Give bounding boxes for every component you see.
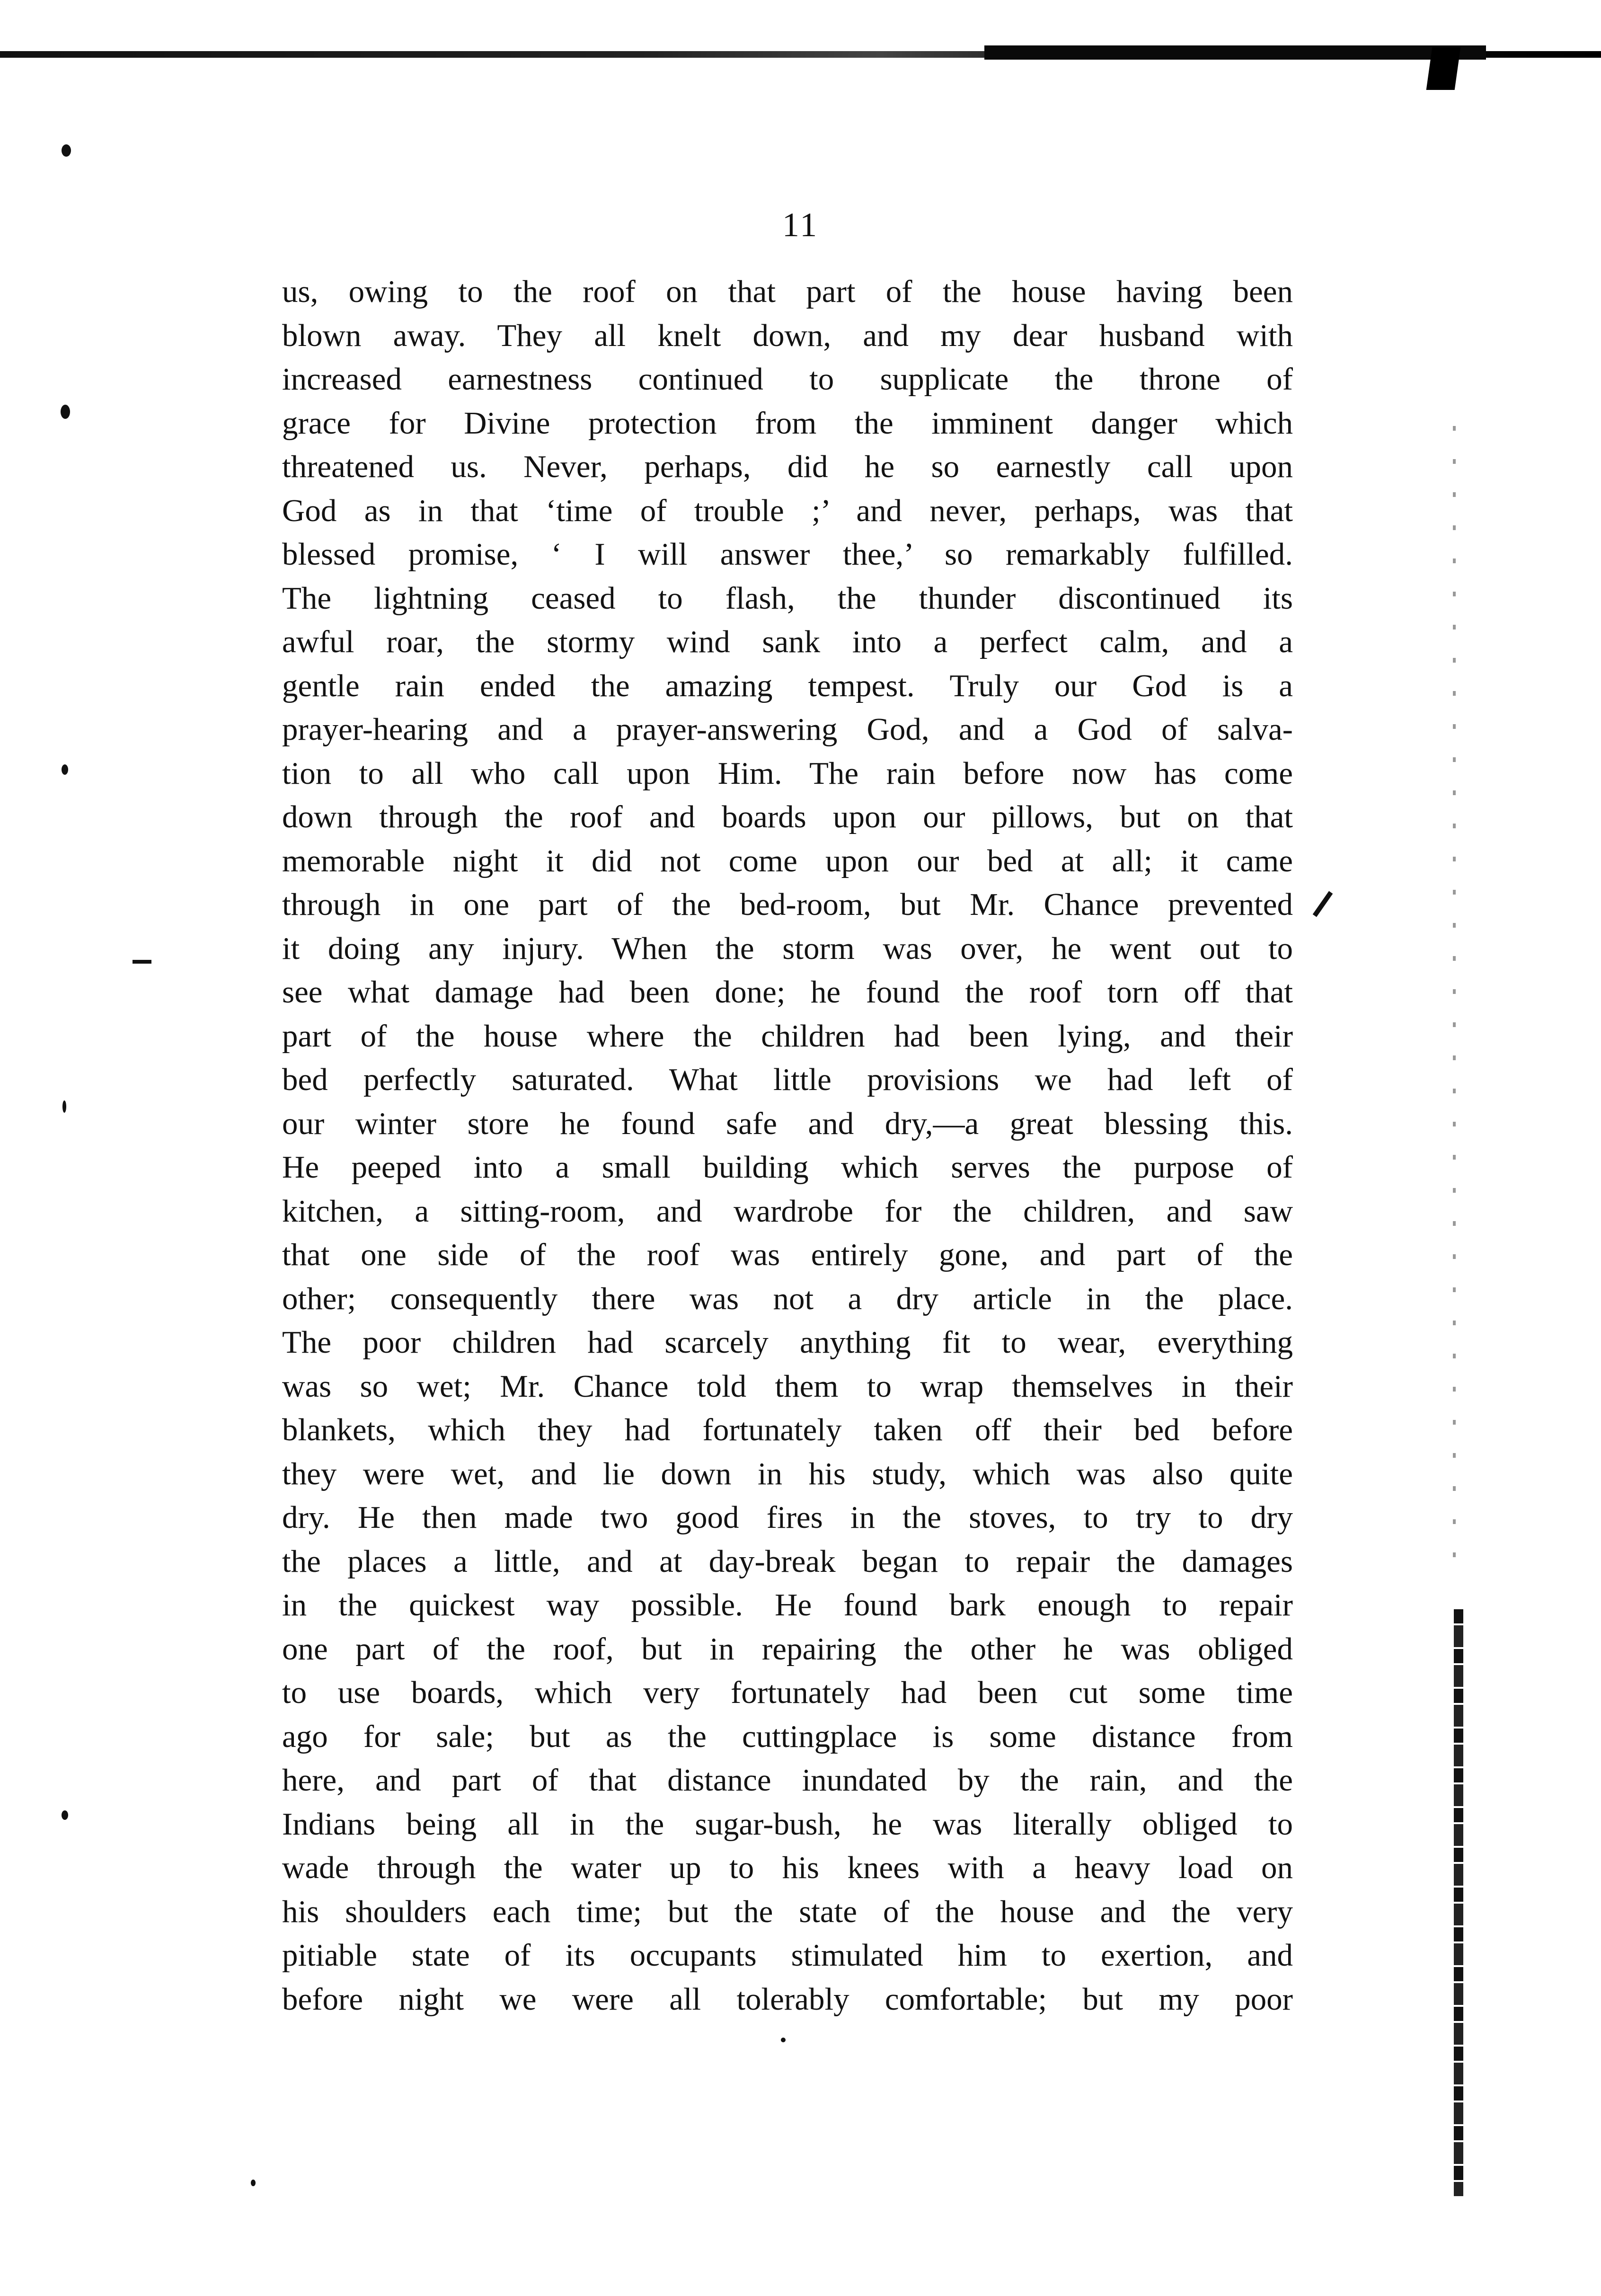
scan-right-edge-ticks — [1453, 426, 1456, 1586]
text-line: threatened us. Never, perhaps, did he so earnestly call upon — [282, 449, 1293, 484]
text-line: here, and part of that distance inundated by the rain, and the — [282, 1763, 1293, 1798]
text-line: ago for sale; but as the cuttingplace is some distance from — [282, 1719, 1293, 1754]
text-line: He peeped into a small building which serves the purpose of — [282, 1150, 1293, 1185]
text-line: that one side of the roof was entirely gone, and part of the — [282, 1237, 1293, 1272]
text-line: blessed promise, ‘ I will answer thee,’ so remarkably fulfilled. — [282, 537, 1293, 572]
scan-speck — [62, 1100, 66, 1113]
text-line: one part of the roof, but in repairing the other he was obliged — [282, 1631, 1293, 1667]
text-line: the places a little, and at day-break began to repair the damages — [282, 1543, 1293, 1579]
body-text — [282, 270, 1293, 2021]
text-line: God as in that ‘time of trouble ;’ and never, perhaps, was that — [282, 493, 1293, 528]
text-line: was so wet; Mr. Chance told them to wrap themselves in their — [282, 1368, 1293, 1404]
text-line: gentle rain ended the amazing tempest. Truly our God is a — [282, 668, 1293, 703]
text-line: bed perfectly saturated. What little provisions we had left of — [282, 1062, 1293, 1097]
text-line: down through the roof and boards upon our pillows, but on that — [282, 799, 1293, 834]
text-line: they were wet, and lie down in his study, which was also quite — [282, 1456, 1293, 1491]
text-line: it doing any injury. When the storm was over, he went out to — [282, 931, 1293, 966]
text-line: dry. He then made two good fires in the stoves, to try to dry — [282, 1500, 1293, 1535]
scan-speck — [61, 405, 70, 419]
text-line: through in one part of the bed-room, but Mr. Chance prevented — [282, 887, 1293, 922]
scan-top-rule-end — [1426, 47, 1461, 90]
text-line: increased earnestness continued to supplicate the throne of — [282, 362, 1293, 397]
text-line: in the quickest way possible. He found bark enough to repair — [282, 1587, 1293, 1622]
scan-speck — [62, 764, 68, 775]
text-line: our winter store he found safe and dry,—a great blessing this. — [282, 1106, 1293, 1141]
text-line: part of the house where the children had been lying, and their — [282, 1018, 1293, 1054]
text-line: The poor children had scarcely anything fit to wear, everything — [282, 1325, 1293, 1360]
scan-speck — [62, 144, 71, 157]
text-line: Indians being all in the sugar-bush, he was literally obliged to — [282, 1806, 1293, 1842]
text-line: pitiable state of its occupants stimulated him to exertion, and — [282, 1938, 1293, 1973]
scan-pen-mark — [1313, 891, 1333, 917]
text-line: before night we were all tolerably comfortable; but my poor — [282, 1981, 1293, 2017]
text-line: prayer-hearing and a prayer-answering God, and a God of salva- — [282, 712, 1293, 747]
text-line: tion to all who call upon Him. The rain before now has come — [282, 755, 1293, 791]
text-line: us, owing to the roof on that part of the house having been — [282, 274, 1293, 309]
scan-dash-mark — [133, 960, 151, 964]
scan-speck — [62, 1810, 68, 1820]
scan-right-edge-binding — [1454, 1609, 1463, 2196]
text-line: other; consequently there was not a dry article in the place. — [282, 1281, 1293, 1316]
scan-speck — [781, 2038, 786, 2042]
text-line: blown away. They all knelt down, and my dear husband with — [282, 318, 1293, 353]
scan-speck — [251, 2180, 256, 2186]
text-line: blankets, which they had fortunately taken off their bed before — [282, 1412, 1293, 1447]
scan-top-rule-heavy — [984, 45, 1486, 60]
text-line: see what damage had been done; he found the roof torn off that — [282, 975, 1293, 1010]
text-line: his shoulders each time; but the state of the house and the very — [282, 1894, 1293, 1929]
text-line: to use boards, which very fortunately had been cut some time — [282, 1675, 1293, 1710]
text-line: grace for Divine protection from the imminent danger which — [282, 405, 1293, 441]
text-line: wade through the water up to his knees with a heavy load on — [282, 1850, 1293, 1885]
text-line: awful roar, the stormy wind sank into a perfect calm, and a — [282, 624, 1293, 659]
text-line: The lightning ceased to flash, the thunder discontinued its — [282, 580, 1293, 616]
text-line: memorable night it did not come upon our bed at all; it came — [282, 843, 1293, 878]
text-line: kitchen, a sitting-room, and wardrobe for the children, and saw — [282, 1193, 1293, 1229]
page-number: 11 — [782, 206, 819, 244]
